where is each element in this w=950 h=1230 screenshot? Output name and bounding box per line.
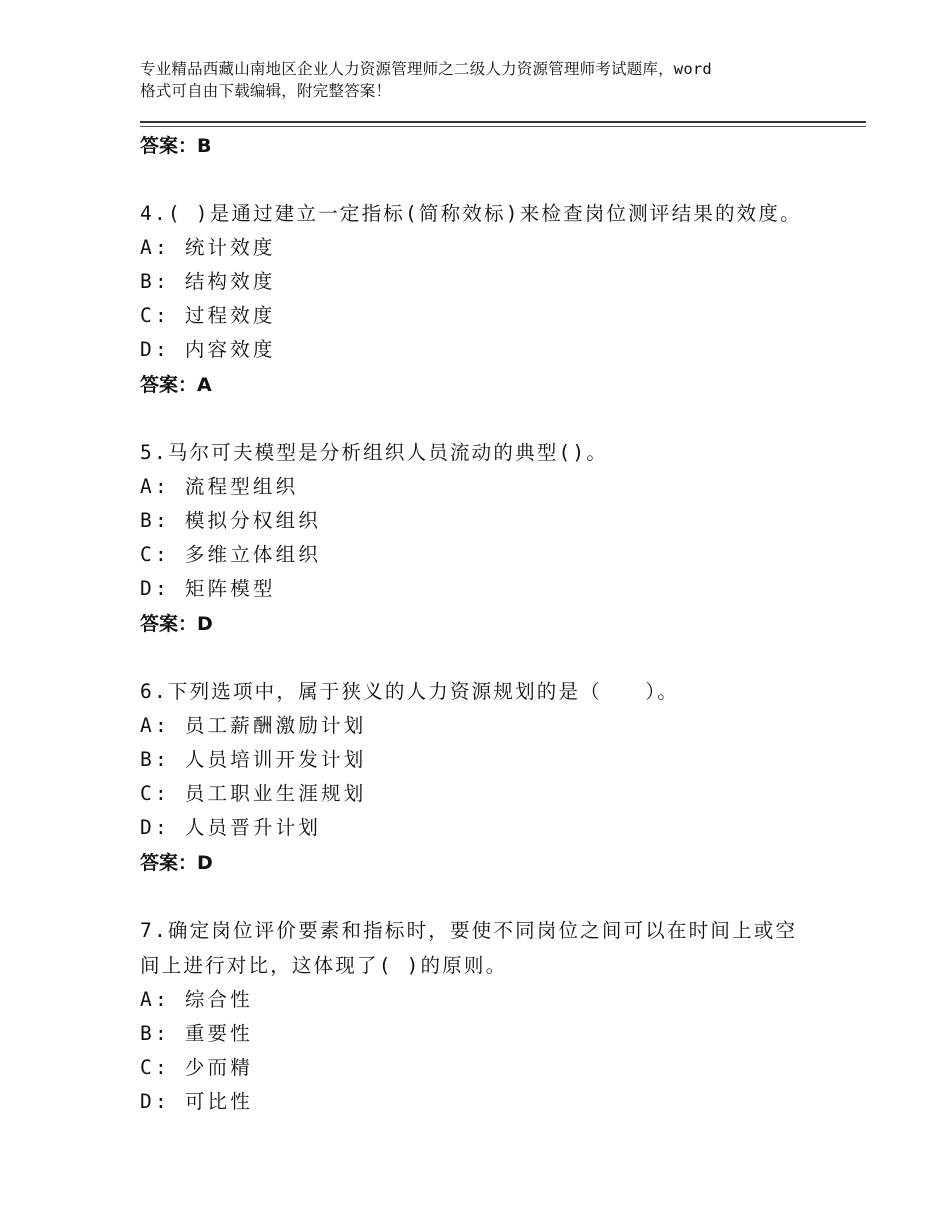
question-7-stem-line-1: 7.确定岗位评价要素和指标时，要使不同岗位之间可以在时间上或空 [140, 919, 798, 942]
question-5-option-b: B: 模拟分权组织 [140, 509, 322, 532]
question-5-option-c: C: 多维立体组织 [140, 543, 322, 566]
question-4-stem: 4.( )是通过建立一定指标(简称效标)来检查岗位测评结果的效度。 [140, 202, 802, 225]
question-6-option-d: D: 人员晋升计划 [140, 816, 322, 839]
question-5-option-d: D: 矩阵模型 [140, 577, 276, 600]
question-7-option-d: D: 可比性 [140, 1090, 253, 1113]
header-line-1: 专业精品西藏山南地区企业人力资源管理师之二级人力资源管理师考试题库，word [140, 60, 712, 78]
document-header [140, 58, 840, 102]
question-7-stem-line-2: 间上进行对比，这体现了( )的原则。 [140, 954, 508, 977]
header-divider [140, 121, 866, 123]
question-5-answer: 答案：D [140, 613, 213, 635]
question-6-option-a: A: 员工薪酬激励计划 [140, 714, 367, 737]
question-6-answer: 答案：D [140, 852, 213, 874]
header-line-2: 格式可自由下载编辑，附完整答案！ [140, 82, 392, 100]
answer-prev: 答案：B [140, 135, 212, 157]
question-4-option-a: A: 统计效度 [140, 236, 276, 259]
question-4-option-b: B: 结构效度 [140, 270, 276, 293]
question-7-option-a: A: 综合性 [140, 988, 253, 1011]
question-4-answer: 答案：A [140, 374, 212, 396]
question-7-option-c: C: 少而精 [140, 1056, 253, 1079]
question-5-stem: 5.马尔可夫模型是分析组织人员流动的典型()。 [140, 441, 609, 464]
question-6-option-c: C: 员工职业生涯规划 [140, 782, 367, 805]
question-6-stem: 6.下列选项中，属于狭义的人力资源规划的是（ ）。 [140, 680, 679, 703]
question-4-option-d: D: 内容效度 [140, 338, 276, 361]
header-divider-thin [140, 126, 866, 127]
question-7-option-b: B: 重要性 [140, 1022, 253, 1045]
question-6-option-b: B: 人员培训开发计划 [140, 748, 367, 771]
question-5-option-a: A: 流程型组织 [140, 475, 299, 498]
question-4-option-c: C: 过程效度 [140, 304, 276, 327]
